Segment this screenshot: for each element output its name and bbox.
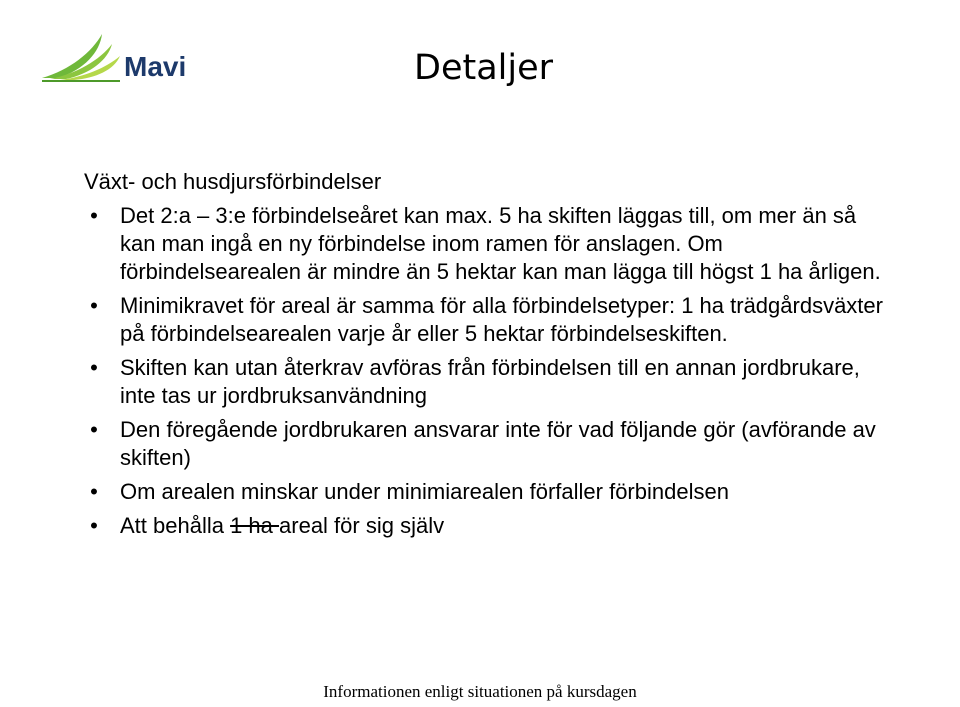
logo-text: Mavi <box>124 51 187 82</box>
bullet-icon: • <box>90 513 98 538</box>
bullet-item <box>84 292 884 348</box>
bullet-text: Skiften kan utan återkrav avföras från förbindelsen till en annan jordbrukare, inte tas ur jordbruksanvändning <box>120 355 860 408</box>
bullet-icon: • <box>90 417 98 442</box>
bullet-text: Om arealen minskar under minimiarealen förfaller förbindelsen <box>120 479 729 504</box>
bullet-icon: • <box>90 203 98 228</box>
subheading: Växt- och husdjursförbindelser <box>84 169 382 194</box>
bullet-icon: • <box>90 479 98 504</box>
mavi-logo <box>40 30 200 84</box>
bullet-item <box>84 354 884 410</box>
bullet-text: Minimikravet för areal är samma för alla förbindelsetyper: 1 ha trädgårdsväxter på förbindelsearealen varje år eller 5 hektar förbindelseskiften. <box>120 293 883 346</box>
footer-note: Informationen enligt situationen på kursdagen <box>323 682 637 701</box>
bullet-item <box>84 202 884 286</box>
bullet-item <box>84 478 884 506</box>
bullet-text-after: areal för sig själv <box>279 513 445 538</box>
page-title: Detaljer <box>414 48 554 88</box>
mavi-logo-mark <box>40 30 200 84</box>
bullet-item <box>84 416 884 472</box>
struck-text: 1 ha <box>230 513 280 538</box>
bullet-text: Den föregående jordbrukaren ansvarar inte för vad följande gör (avförande av skiften) <box>120 417 876 470</box>
bullet-text-before: Att behålla <box>120 513 231 538</box>
bullet-item <box>84 512 884 540</box>
slide-content <box>84 168 884 546</box>
bullet-icon: • <box>90 355 98 380</box>
bullet-text: Det 2:a – 3:e förbindelseåret kan max. 5 ha skiften läggas till, om mer än så kan man ingå en ny förbindelse inom ramen för anslagen. Om förbindelsearealen är mindre än 5 hektar kan man lägga till högst 1 ha årligen. <box>120 203 881 284</box>
bullet-list <box>84 202 884 540</box>
bullet-icon: • <box>90 293 98 318</box>
